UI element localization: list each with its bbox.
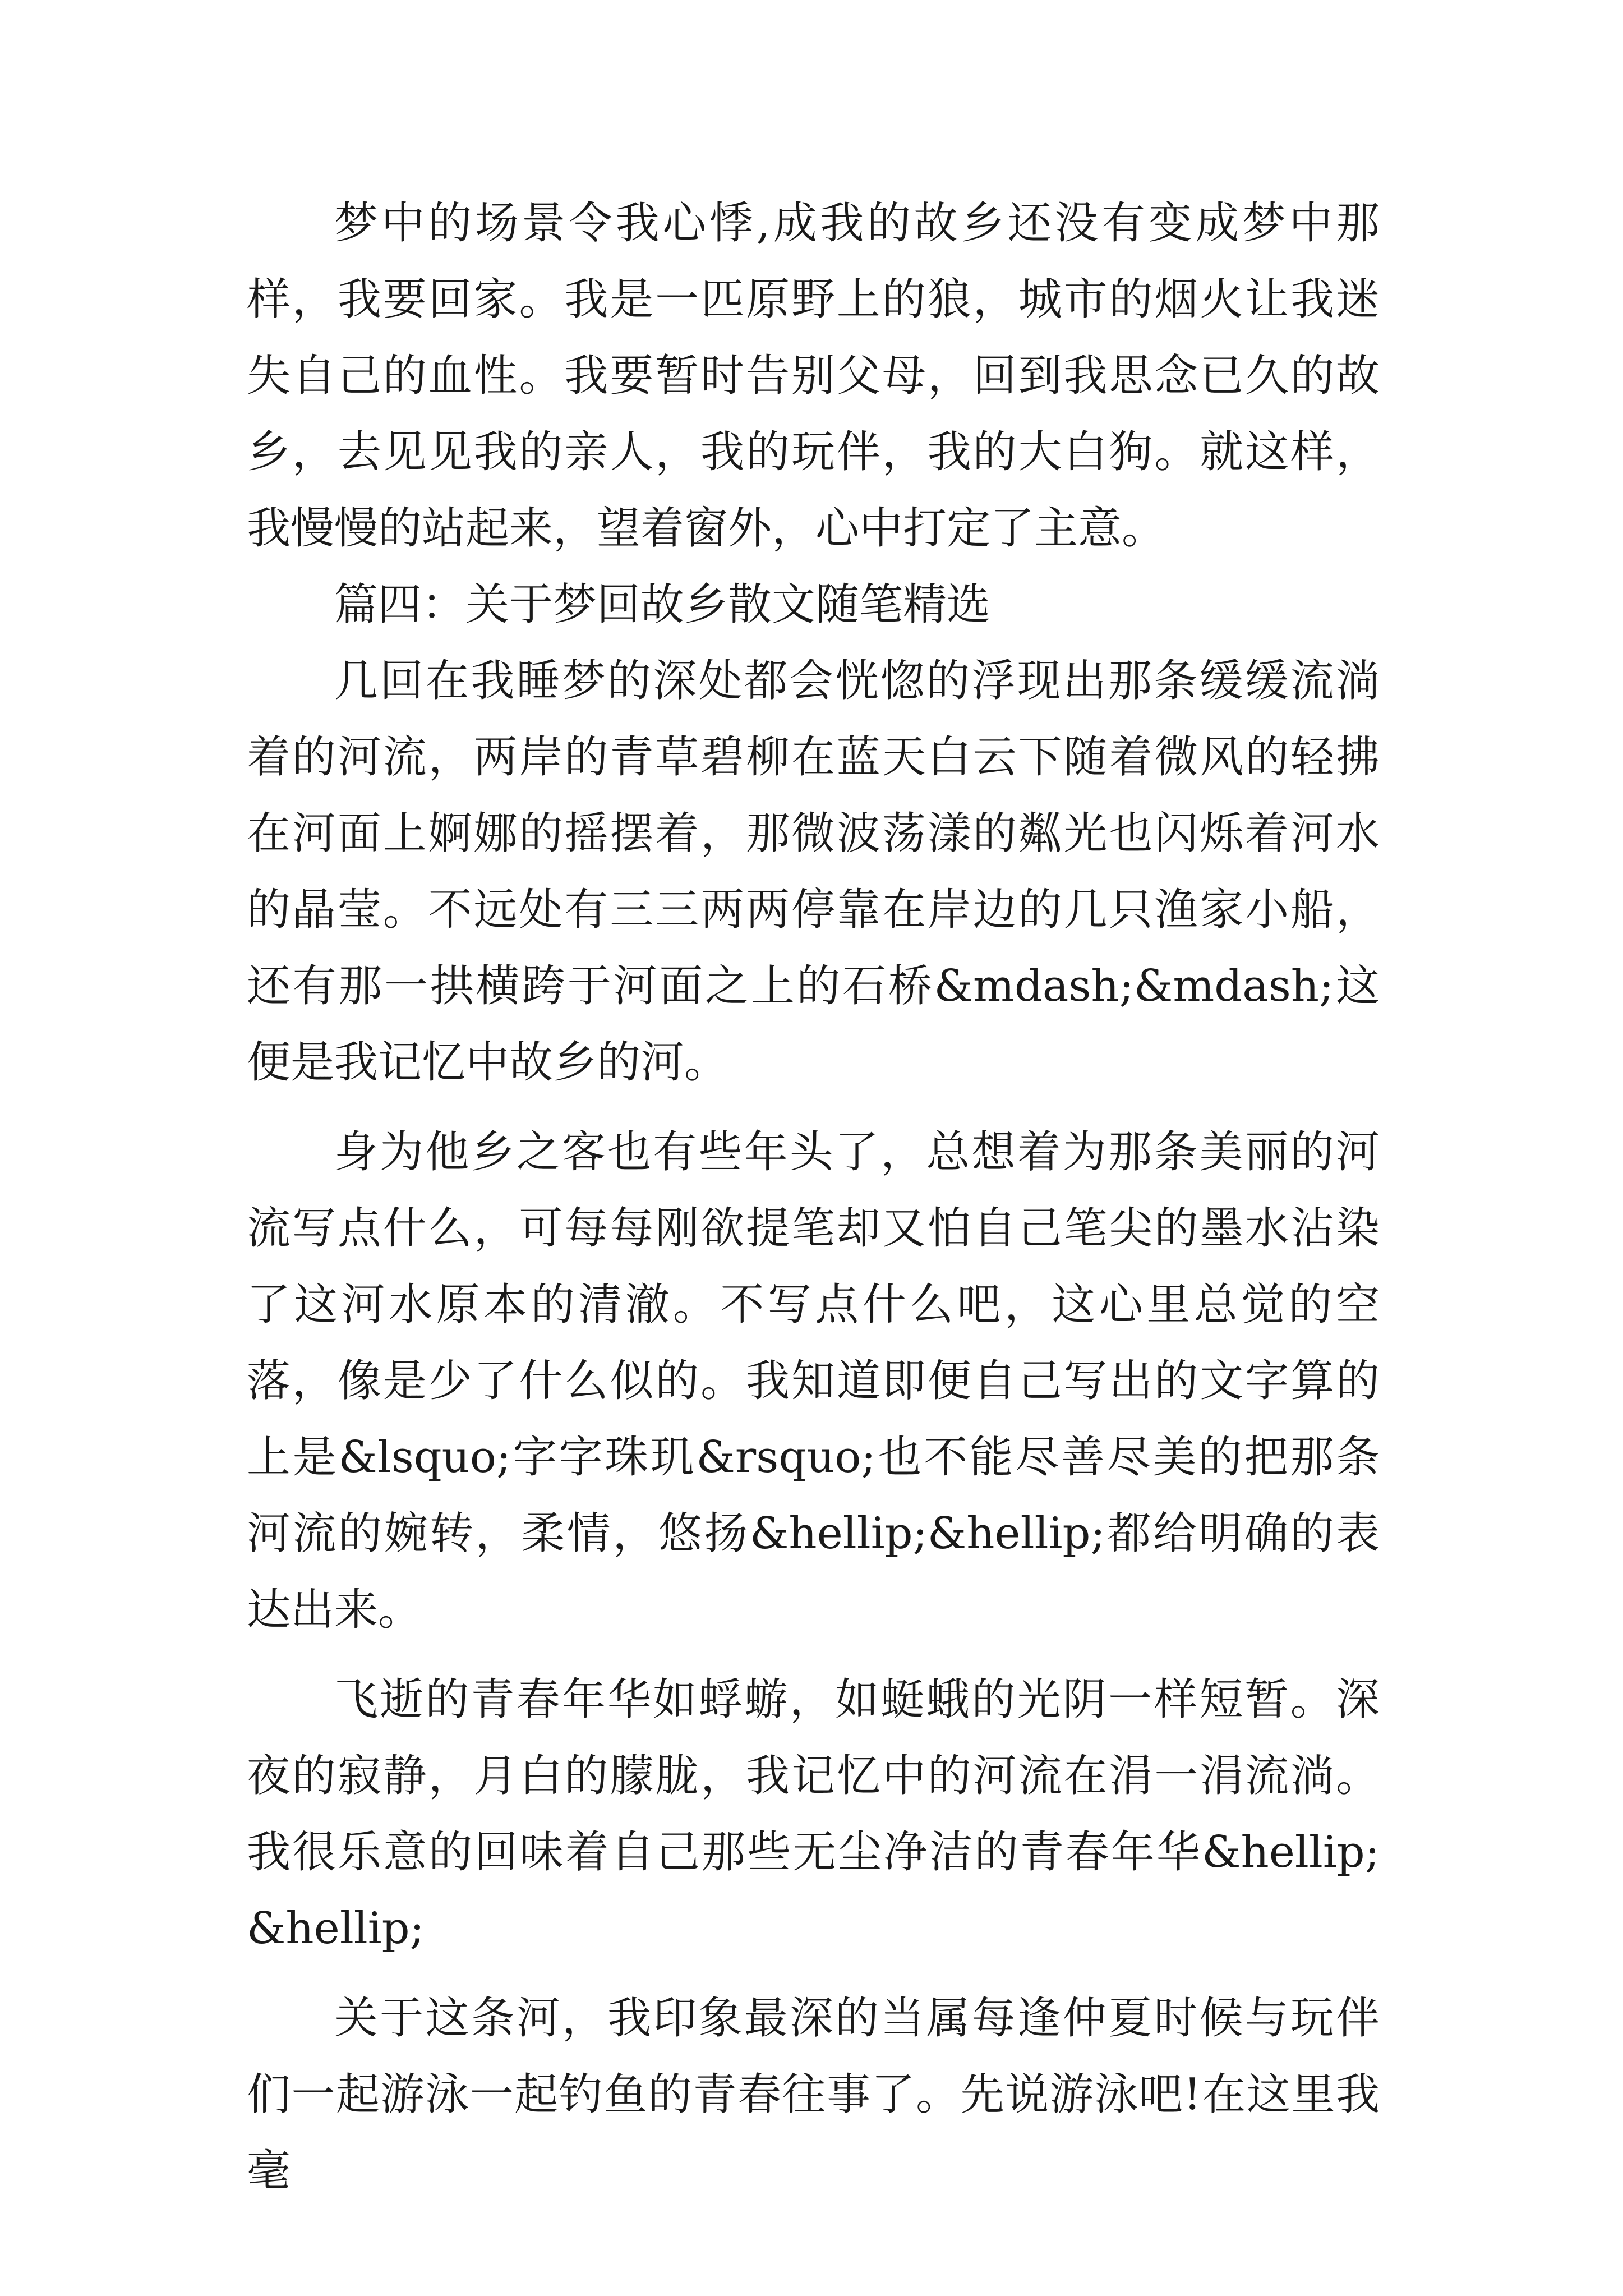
section-heading: 篇四：关于梦回故乡散文随笔精选	[334, 579, 991, 630]
paragraph-writing-wish: 身为他乡之客也有些年头了，总想着为那条美丽的河流写点什么，可每每刚欲提笔却又怕自己笔尖的墨水沾染了这河水原本的清澈。不写点什么吧，这心里总觉的空落，像是少了什么似的。我知道即便自己写出的文字算的上是&lsquo;字字珠玑&rsquo;也不能尽善尽美的把那条河流的婉转，柔情，悠扬&hellip;&hellip;都给明确的表达出来。	[247, 1127, 1380, 1635]
paragraph-homesick: 梦中的场景令我心悸,成我的故乡还没有变成梦中那样，我要回家。我是一匹原野上的狼，城市的烟火让我迷失自己的血性。我要暂时告别父母，回到我思念已久的故乡，去见见我的亲人，我的玩伴，我的大白狗。就这样，我慢慢的站起来，望着窗外，心中打定了主意。	[247, 198, 1380, 554]
document-page	[247, 185, 1380, 2209]
paragraph-river-memory: 几回在我睡梦的深处都会恍惚的浮现出那条缓缓流淌着的河流，两岸的青草碧柳在蓝天白云下随着微风的轻拂在河面上婀娜的摇摆着，那微波荡漾的粼光也闪烁着河水的晶莹。不远处有三三两两停靠在岸边的几只渔家小船，还有那一拱横跨于河面之上的石桥&mdash;&mdash;这便是我记忆中故乡的河。	[247, 656, 1380, 1088]
paragraph-youth: 飞逝的青春年华如蜉蝣，如蜓蛾的光阴一样短暂。深夜的寂静，月白的朦胧，我记忆中的河流在涓一涓流淌。我很乐意的回味着自己那些无尘净洁的青春年华&hellip;&hellip;	[247, 1674, 1380, 1954]
paragraph-swimming: 关于这条河，我印象最深的当属每逢仲夏时候与玩伴们一起游泳一起钓鱼的青春往事了。先说游泳吧!在这里我毫	[247, 1993, 1380, 2196]
